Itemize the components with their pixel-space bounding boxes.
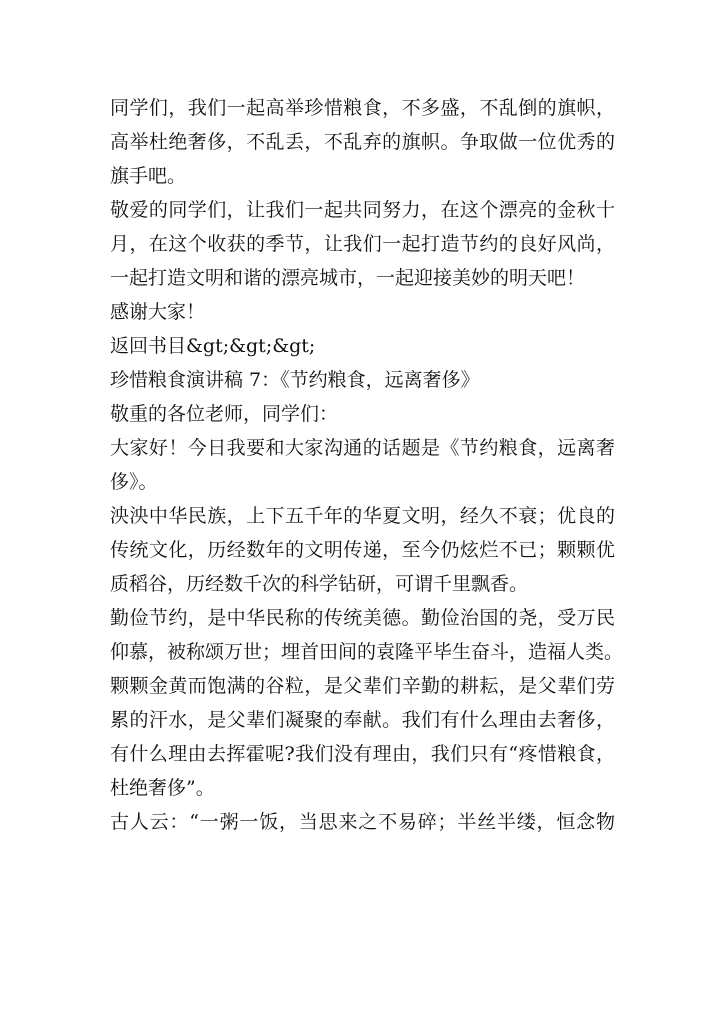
document-body: [110, 91, 624, 839]
text-line: 杜绝奢侈”。: [110, 777, 215, 799]
text-line: 质稻谷，历经数千次的科学钻研，可谓千里飘香。: [110, 573, 529, 595]
text-line: 月，在这个收获的季节，让我们一起打造节约的良好风尚，: [110, 233, 615, 255]
text-line: 颗颗金黄而饱满的谷粒，是父辈们辛勤的耕耘，是父辈们劳: [110, 675, 615, 697]
text-line: 敬爱的同学们，让我们一起共同努力，在这个漂亮的金秋十: [110, 199, 615, 221]
speech-title: 珍惜粮食演讲稿 7：《节约粮食，远离奢侈》: [110, 369, 480, 391]
text-line: 同学们，我们一起高举珍惜粮食，不多盛，不乱倒的旗帜，: [110, 97, 615, 119]
text-line: 有什么理由去挥霍呢?我们没有理由，我们只有“疼惜粮食，: [110, 743, 615, 765]
text-line: 传统文化，历经数年的文明传递，至今仍炫烂不已；颗颗优: [110, 539, 615, 561]
text-line: 侈》。: [110, 471, 158, 493]
text-line: 旗手吧。: [110, 165, 187, 187]
text-line: 一起打造文明和谐的漂亮城市，一起迎接美妙的明天吧！: [110, 267, 586, 289]
text-line: 泱泱中华民族，上下五千年的华夏文明，经久不衰；优良的: [110, 505, 615, 527]
text-line: 勤俭节约，是中华民称的传统美德。勤俭治国的尧，受万民: [110, 607, 615, 629]
text-line: 感谢大家！: [110, 301, 206, 323]
text-line: 仰慕，被称颂万世；埋首田间的袁隆平毕生奋斗，造福人类。: [110, 641, 624, 663]
text-line: 累的汗水，是父辈们凝聚的奉献。我们有什么理由去奢侈，: [110, 709, 615, 731]
text-line: 大家好！今日我要和大家沟通的话题是《节约粮食，远离奢: [110, 437, 615, 459]
text-line: 古人云：“一粥一饭，当思来之不易碎；半丝半缕，恒念物: [110, 811, 615, 833]
back-to-catalog-link[interactable]: 返回书目&gt;&gt;&gt;: [110, 335, 316, 357]
text-line: 高举杜绝奢侈，不乱丢，不乱弃的旗帜。争取做一位优秀的: [110, 131, 615, 153]
text-line: 敬重的各位老师，同学们：: [110, 403, 339, 425]
